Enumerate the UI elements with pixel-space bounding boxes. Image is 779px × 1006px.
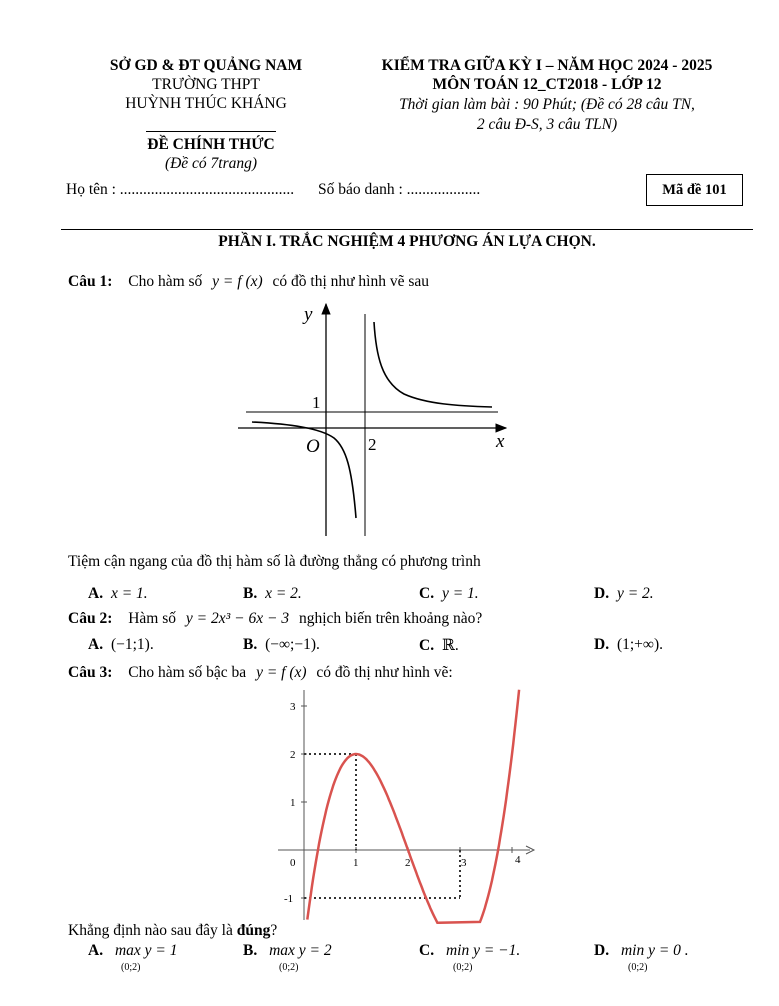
q3-tick-x-1: 1	[353, 857, 359, 869]
q3-option-c-sub: (0;2)	[453, 962, 473, 973]
q1-option-c-label: C.	[419, 585, 435, 602]
q3-option-b-sub: (0;2)	[279, 962, 299, 973]
q3-option-d[interactable]	[594, 942, 689, 960]
q3-text-before: Cho hàm số bậc ba	[128, 664, 247, 681]
q1-question: Tiệm cận ngang của đồ thị hàm số là đường thẳng có phương trình	[68, 553, 481, 570]
q3-option-d-sub: (0;2)	[628, 962, 648, 973]
q1-tick-x: 2	[368, 435, 377, 454]
q2-func: y = 2x³ − 6x − 3	[185, 610, 290, 627]
q3-option-a-sub: (0;2)	[121, 962, 141, 973]
q2-option-b-label: B.	[243, 636, 258, 653]
q3-option-b-text: max y = 2	[269, 942, 332, 959]
q3-tick-x-0: 0	[290, 857, 296, 869]
q3-option-c[interactable]	[419, 942, 520, 960]
q3-tick-y-neg1: -1	[284, 893, 294, 905]
q1-option-d-text: y = 2.	[616, 585, 654, 602]
q3-question-bold: đúng	[236, 922, 271, 939]
q3-option-c-label: C.	[419, 942, 435, 959]
q3-question-before: Khẳng định nào sau đây là	[68, 922, 237, 939]
q2-option-c-label: C.	[419, 637, 435, 654]
q1-option-c-text: y = 1.	[441, 585, 479, 602]
q1-option-d[interactable]	[594, 585, 654, 603]
q1-label: Câu 1:	[68, 273, 113, 290]
name-field[interactable]: Họ tên : .............................................	[66, 181, 295, 198]
student-id-field[interactable]: Số báo danh : ...................	[318, 181, 481, 198]
section-divider	[61, 229, 753, 230]
q3-label: Câu 3:	[68, 664, 113, 681]
q3-option-a-text: max y = 1	[114, 942, 178, 959]
q1-y-label: y	[304, 304, 313, 325]
q3-option-a-label: A.	[88, 942, 104, 959]
q2-option-d-text: (1;+∞).	[616, 636, 663, 653]
q1-option-d-label: D.	[594, 585, 610, 602]
q2-text-after: nghịch biến trên khoảng nào?	[298, 610, 483, 627]
divider-short	[146, 131, 276, 132]
q2-option-c[interactable]	[419, 636, 459, 655]
q1-option-b[interactable]	[243, 585, 302, 603]
q1-option-a[interactable]	[88, 585, 148, 603]
q1-stem	[68, 273, 429, 291]
q1-curve-right	[374, 322, 492, 407]
q2-option-d[interactable]	[594, 636, 663, 654]
official-label: ĐỀ CHÍNH THỨC	[147, 136, 275, 153]
q3-tick-x-4: 4	[515, 854, 521, 866]
q1-text-before: Cho hàm số	[128, 273, 203, 290]
q3-tick-y-1: 1	[290, 797, 296, 809]
q1-tick-y: 1	[312, 393, 321, 412]
q1-option-a-text: x = 1.	[110, 585, 148, 602]
q2-option-b-text: (−∞;−1).	[265, 636, 320, 653]
q3-tick-x-2: 2	[405, 857, 411, 869]
q1-func: y = f (x)	[212, 273, 263, 290]
q1-option-a-label: A.	[88, 585, 104, 602]
school-type: TRƯỜNG THPT	[152, 76, 260, 93]
q2-label: Câu 2:	[68, 610, 113, 627]
q3-option-d-text: min y = 0 .	[620, 942, 689, 959]
q3-option-c-text: min y = −1.	[445, 942, 521, 959]
exam-title: KIỂM TRA GIỮA KỲ I – NĂM HỌC 2024 - 2025	[381, 57, 713, 74]
q2-stem	[68, 610, 482, 628]
q3-tick-y-2: 2	[290, 749, 296, 761]
q1-origin-label: O	[306, 436, 320, 457]
section-title: PHẦN I. TRẮC NGHIỆM 4 PHƯƠNG ÁN LỰA CHỌN.	[218, 233, 596, 250]
q3-tick-y-3: 3	[290, 701, 296, 713]
q3-tick-x-3: 3	[461, 857, 467, 869]
exam-code: Mã đề 101	[662, 181, 727, 198]
q3-curve	[307, 690, 519, 923]
q2-text-before: Hàm số	[128, 610, 177, 627]
q3-question-after: ?	[270, 922, 278, 939]
q1-x-label: x	[496, 431, 505, 452]
q3-option-b-label: B.	[243, 942, 258, 959]
q2-option-d-label: D.	[594, 636, 610, 653]
q3-graph	[278, 680, 538, 924]
q3-option-b[interactable]	[243, 942, 332, 960]
q2-option-a-label: A.	[88, 636, 104, 653]
q2-option-a[interactable]	[88, 636, 154, 654]
pages-note: (Đề có 7trang)	[164, 155, 258, 172]
q1-option-b-text: x = 2.	[265, 585, 302, 602]
q1-text-after: có đồ thị như hình vẽ sau	[272, 273, 430, 290]
q3-option-d-label: D.	[594, 942, 610, 959]
question-count-note: 2 câu Đ-S, 3 câu TLN)	[476, 116, 618, 133]
q3-func: y = f (x)	[256, 664, 307, 681]
q2-option-c-text: ℝ.	[441, 637, 459, 654]
q1-curve-left	[252, 422, 356, 518]
q1-graph	[230, 296, 510, 540]
exam-code-box	[646, 174, 743, 206]
subject-title: MÔN TOÁN 12_CT2018 - LỚP 12	[432, 76, 662, 93]
time-note: Thời gian làm bài : 90 Phút; (Đề có 28 câu TN,	[399, 96, 695, 113]
q2-option-b[interactable]	[243, 636, 320, 654]
q1-option-b-label: B.	[243, 585, 258, 602]
q3-option-a[interactable]	[88, 942, 178, 960]
dept-name: SỞ GD & ĐT QUẢNG NAM	[109, 57, 303, 74]
q1-option-c[interactable]	[419, 585, 479, 603]
q3-question	[68, 922, 277, 940]
q2-option-a-text: (−1;1).	[110, 636, 154, 653]
school-name: HUỲNH THÚC KHÁNG	[125, 95, 287, 112]
q3-text-after: có đồ thị như hình vẽ:	[316, 664, 453, 681]
